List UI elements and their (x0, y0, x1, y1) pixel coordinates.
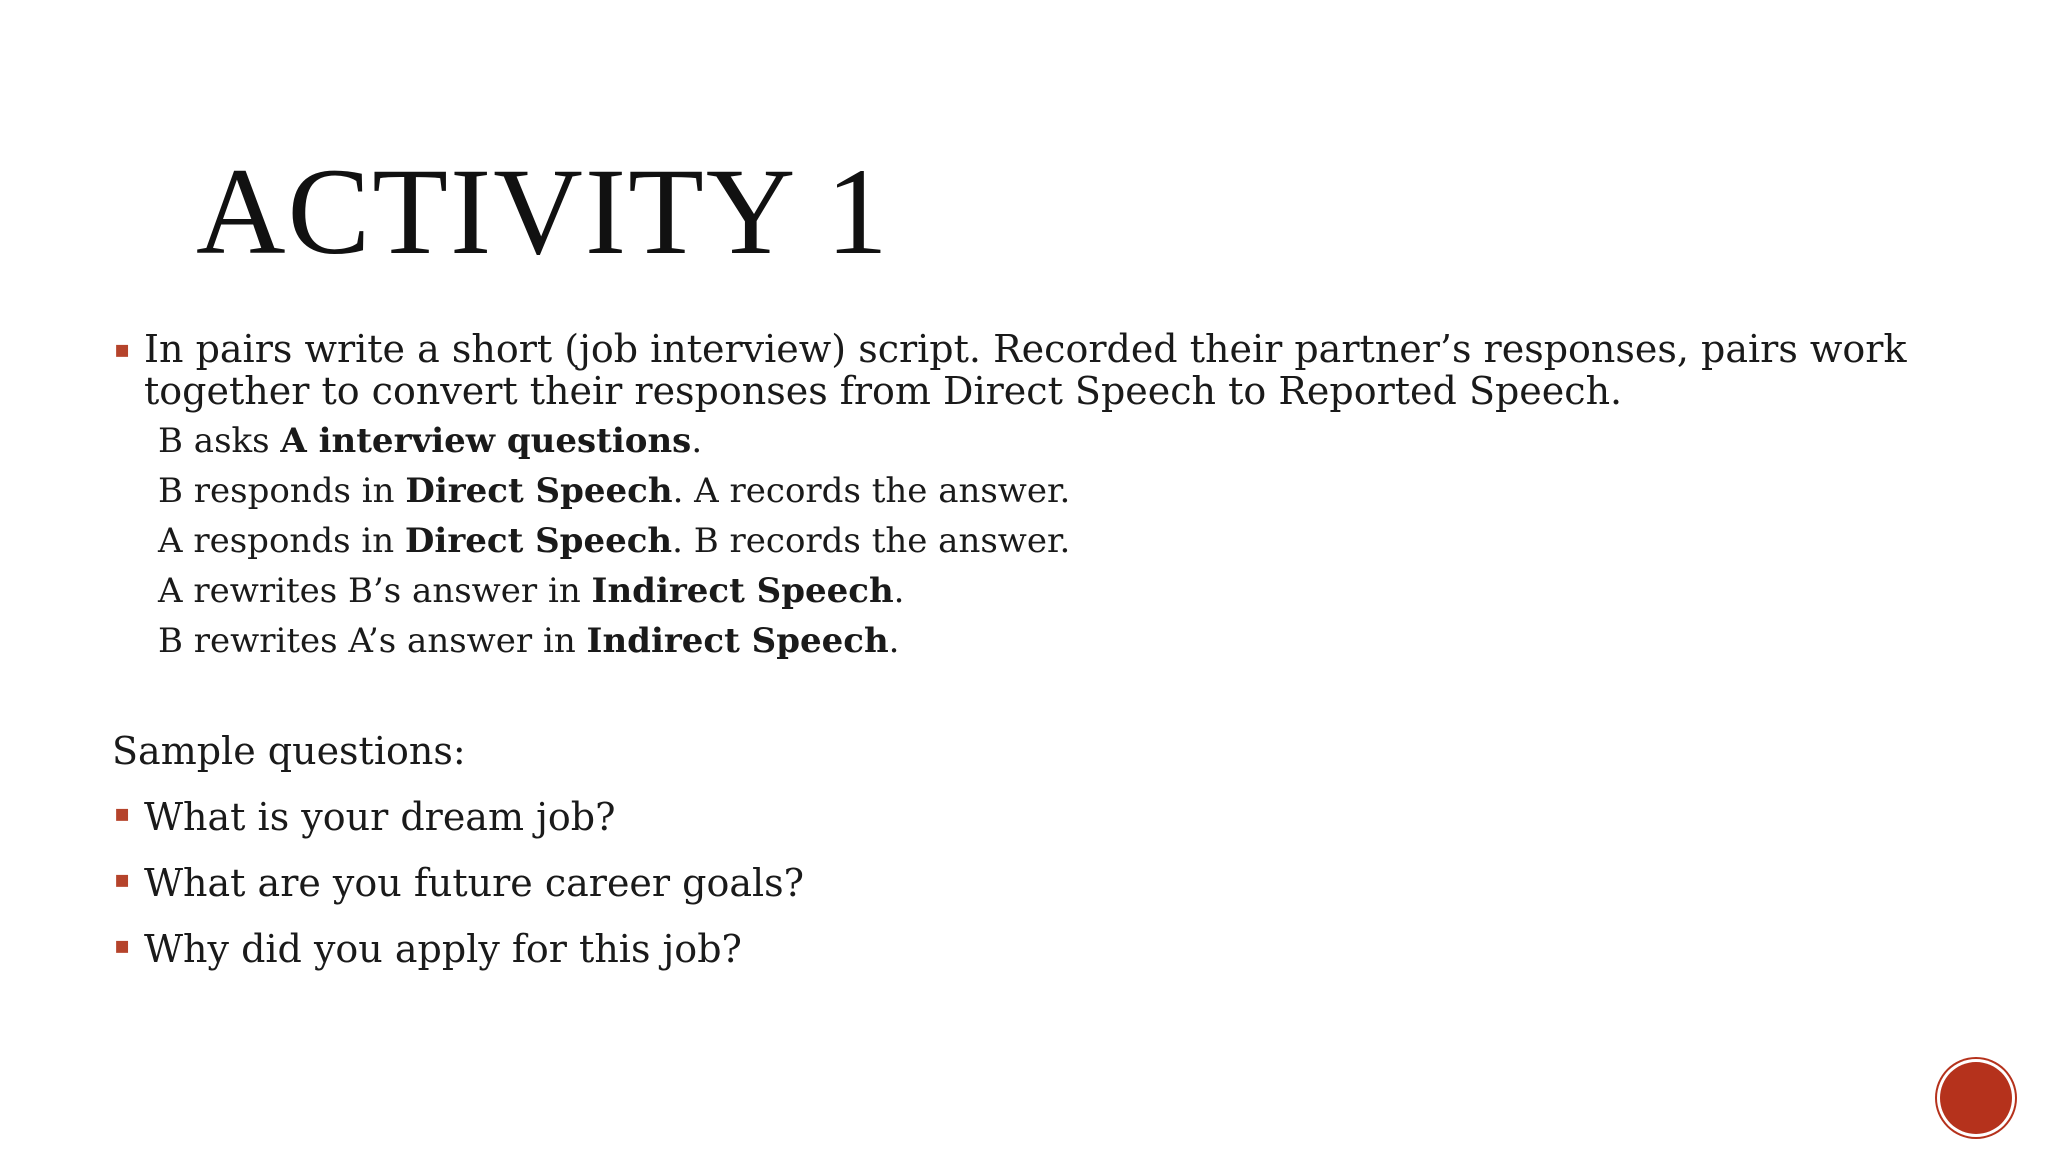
question-item: ▪ Why did you apply for this job? (112, 924, 1932, 974)
bullet-square-icon: ▪ (114, 931, 131, 959)
sample-questions-label: Sample questions: (112, 729, 466, 773)
question-item: ▪ What is your dream job? (112, 792, 1932, 842)
steps-list (112, 416, 1932, 666)
intro-bullet (112, 328, 1932, 412)
step-line: B responds in Direct Speech. A records the answer. (158, 471, 1071, 511)
question-item: ▪ What are you future career goals? (112, 858, 1932, 908)
corner-circle-decoration (1940, 1062, 2012, 1134)
bullet-square-icon: ▪ (114, 865, 131, 893)
slide-title: ACTIVITY 1 (196, 143, 890, 280)
intro-text: In pairs write a short (job interview) script. Recorded their partner’s responses, pairs work together to convert their responses from Direct Speech to Reported Speech. (144, 327, 1907, 413)
step-line: A responds in Direct Speech. B records the answer. (158, 521, 1071, 561)
bullet-square-icon: ▪ (114, 335, 131, 363)
slide-body (112, 328, 1932, 974)
step-line: A rewrites B’s answer in Indirect Speech. (158, 571, 905, 611)
step-line: B asks A interview questions. (158, 421, 703, 461)
step-line: B rewrites A’s answer in Indirect Speech. (158, 621, 900, 661)
bullet-square-icon: ▪ (114, 799, 131, 827)
